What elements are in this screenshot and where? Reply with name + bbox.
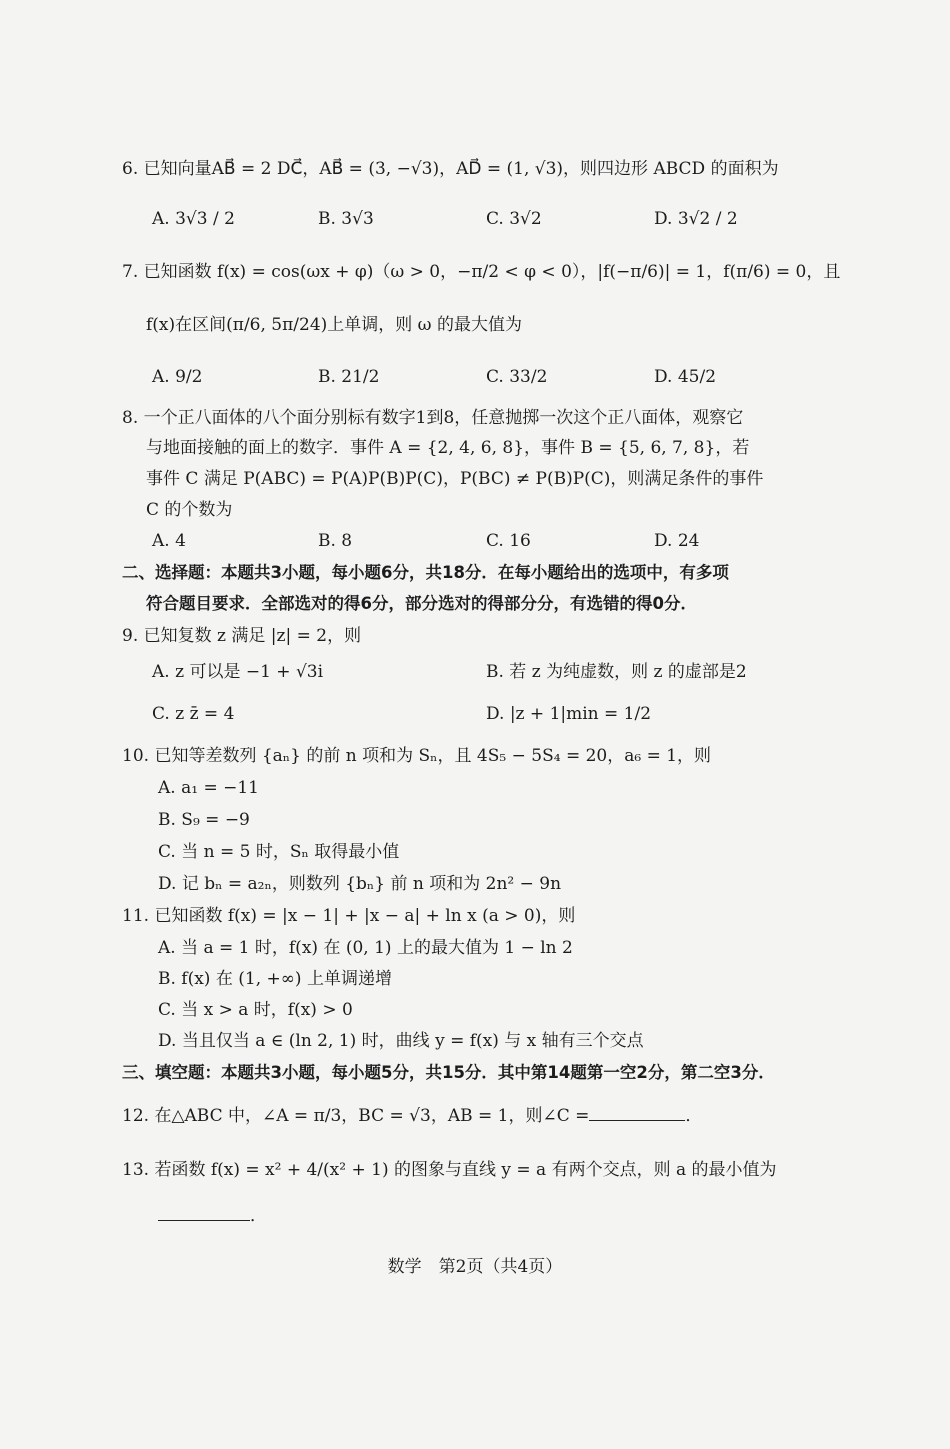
q6-option-b: B. 3√3 [318,209,374,229]
q8-option-a: A. 4 [152,531,186,551]
q9-option-d: D. |z + 1|min = 1/2 [486,704,652,724]
section2-heading-line2: 符合题目要求．全部选对的得6分，部分选对的得部分分，有选错的得0分． [146,594,697,613]
q9-option-c: C. z z̄ = 4 [152,704,235,724]
q13-answer-blank[interactable] [158,1204,250,1221]
section3-heading: 三、填空题：本题共3小题，每小题5分，共15分．其中第14题第一空2分，第二空3分． [122,1063,775,1082]
q12-text: 12. 在△ABC 中，∠A = π/3，BC = √3，AB = 1，则∠C = [122,1106,590,1126]
q9-stem: 9. 已知复数 z 满足 |z| = 2，则 [122,626,362,646]
q10-option-a: A. a₁ = −11 [158,778,259,798]
q11-option-b: B. f(x) 在 (1, +∞) 上单调递增 [158,969,392,989]
q8-line4: C 的个数为 [146,500,233,520]
q8-option-c: C. 16 [486,531,531,551]
q8-option-d: D. 24 [654,531,700,551]
q9-option-a: A. z 可以是 −1 + √3i [152,662,324,682]
q11-option-d: D. 当且仅当 a ∈ (ln 2, 1) 时，曲线 y = f(x) 与 x 轴有三个交点 [158,1031,644,1051]
page-footer: 数学 第2页（共4页） [387,1257,563,1277]
q8-line3: 事件 C 满足 P(ABC) = P(A)P(B)P(C)，P(BC) ≠ P(B)P(C)，则满足条件的事件 [146,469,764,489]
q7-stem-line1: 7. 已知函数 f(x) = cos(ωx + φ)（ω > 0，−π/2 < φ < 0），|f(−π/6)| = 1，f(π/6) = 0，且 [122,262,841,282]
q6-stem: 6. 已知向量AB⃗ = 2 DC⃗，AB⃗ = (3, −√3)，AD⃗ = (1, √3)，则四边形 ABCD 的面积为 [122,159,779,179]
q6-option-a: A. 3√3 / 2 [152,209,235,229]
q11-option-c: C. 当 x > a 时，f(x) > 0 [158,1000,353,1020]
q6-option-c: C. 3√2 [486,209,542,229]
q11-stem: 11. 已知函数 f(x) = |x − 1| + |x − a| + ln x (a > 0)，则 [122,906,576,926]
q10-option-d: D. 记 bₙ = a₂ₙ，则数列 {bₙ} 前 n 项和为 2n² − 9n [158,874,562,894]
q11-option-a: A. 当 a = 1 时，f(x) 在 (0, 1) 上的最大值为 1 − ln 2 [158,938,573,958]
q7-option-a: A. 9/2 [152,367,203,387]
q13-end: ． [250,1206,267,1226]
q8-line1: 8. 一个正八面体的八个面分别标有数字1到8，任意抛掷一次这个正八面体，观察它 [122,408,744,428]
q13-answer-line [158,1204,267,1228]
q7-option-c: C. 33/2 [486,367,548,387]
q12-answer-blank[interactable] [589,1104,685,1121]
q10-stem: 10. 已知等差数列 {aₙ} 的前 n 项和为 Sₙ，且 4S₅ − 5S₄ = 20，a₆ = 1，则 [122,746,712,766]
section2-heading-line1: 二、选择题：本题共3小题，每小题6分，共18分．在每小题给出的选项中，有多项 [122,563,729,582]
q7-stem-line2: f(x)在区间(π/6, 5π/24)上单调，则 ω 的最大值为 [146,315,522,335]
q9-option-b: B. 若 z 为纯虚数，则 z 的虚部是2 [486,662,747,682]
q7-option-b: B. 21/2 [318,367,380,387]
q6-option-d: D. 3√2 / 2 [654,209,738,229]
q7-option-d: D. 45/2 [654,367,717,387]
q13-stem: 13. 若函数 f(x) = x² + 4/(x² + 1) 的图象与直线 y = a 有两个交点，则 a 的最小值为 [122,1160,777,1180]
q8-line2: 与地面接触的面上的数字．事件 A = {2, 4, 6, 8}，事件 B = {5, 6, 7, 8}，若 [146,438,750,458]
q12-stem [122,1104,702,1128]
q10-option-b: B. S₉ = −9 [158,810,250,830]
q12-end: ． [685,1106,703,1126]
q10-option-c: C. 当 n = 5 时，Sₙ 取得最小值 [158,842,400,862]
q8-option-b: B. 8 [318,531,353,551]
